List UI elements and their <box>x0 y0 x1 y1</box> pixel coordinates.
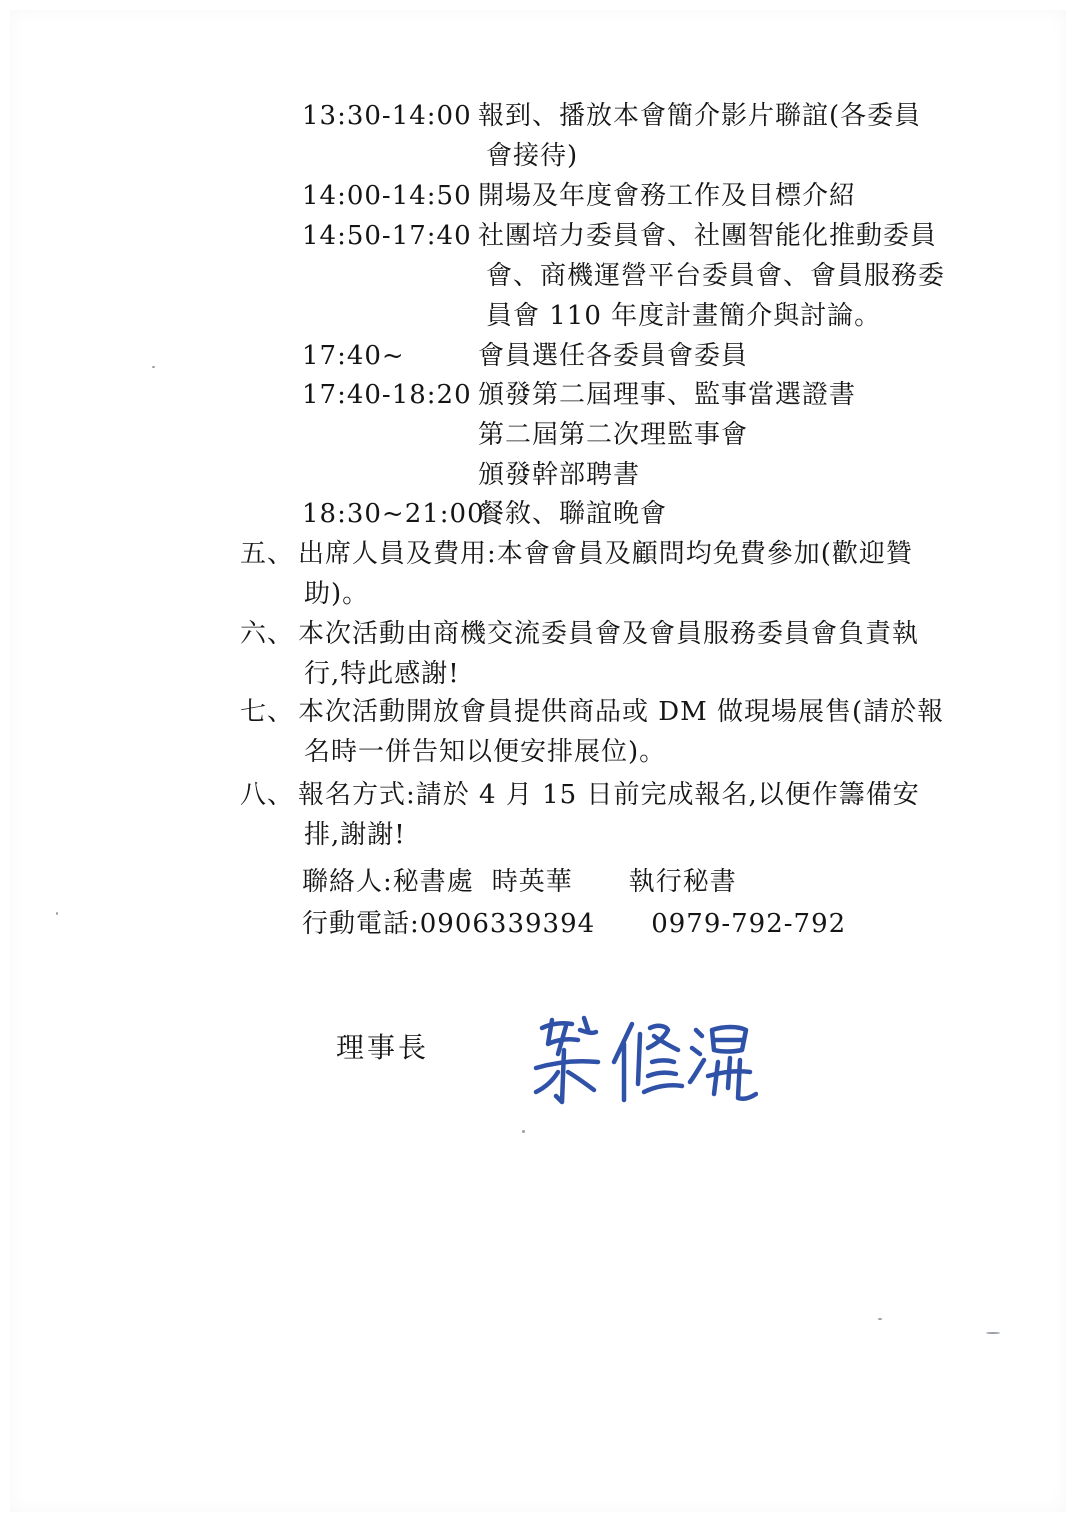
schedule-time: 13:30-14:00 <box>302 101 472 131</box>
schedule-line: 社團培力委員會、社團智能化推動委員 <box>478 221 938 251</box>
scan-speck <box>56 912 58 915</box>
item-body <box>298 692 998 772</box>
schedule-description <box>478 96 998 176</box>
schedule-time: 14:00-14:50 <box>302 181 472 211</box>
item-number: 六、 <box>240 619 295 649</box>
chairman-signature <box>528 1010 758 1110</box>
item-line: 排,謝謝! <box>304 820 406 850</box>
schedule-description <box>478 176 998 216</box>
scan-speck <box>522 1130 525 1133</box>
contact-phone <box>302 904 846 944</box>
scan-speck <box>152 366 155 368</box>
item-line: 本次活動由商機交流委員會及會員服務委員會負責執 <box>298 619 920 649</box>
contact-phone-2: 0979-792-792 <box>651 909 847 939</box>
schedule-line: 頒發幹部聘書 <box>478 460 641 490</box>
contact-phone-1: 0906339394 <box>419 909 596 939</box>
item-line: 行,特此感謝! <box>304 659 460 689</box>
schedule-description <box>478 216 998 336</box>
schedule-line: 第二屆第二次理監事會 <box>478 420 749 450</box>
item-number: 八、 <box>240 780 295 810</box>
schedule-line: 報到、播放本會簡介影片聯誼(各委員 <box>478 101 922 131</box>
schedule-line: 開場及年度會務工作及目標介紹 <box>478 181 857 211</box>
contact-name: 時英華 <box>491 867 573 897</box>
item-body <box>298 534 998 614</box>
schedule-line: 會、商機運營平台委員會、會員服務委 <box>486 261 946 291</box>
item-body <box>298 614 998 694</box>
item-line: 本次活動開放會員提供商品或 DM 做現場展售(請於報 <box>298 697 945 727</box>
item-body <box>298 775 998 855</box>
contact-title: 執行秘書 <box>628 867 737 897</box>
contact-department: 秘書處 <box>392 867 474 897</box>
schedule-description <box>478 494 998 534</box>
item-line: 名時一併告知以便安排展位)。 <box>304 737 667 767</box>
schedule-description <box>478 336 998 376</box>
schedule-time: 14:50-17:40 <box>302 221 472 251</box>
schedule-time: 17:40~ <box>302 341 405 371</box>
item-line: 出席人員及費用:本會會員及顧問均免費參加(歡迎贊 <box>298 539 913 569</box>
item-number: 五、 <box>240 539 295 569</box>
item-line: 助)。 <box>304 579 370 609</box>
schedule-time: 17:40-18:20 <box>302 380 472 410</box>
contact-person <box>302 862 737 902</box>
schedule-line: 頒發第二屆理事、監事當選證書 <box>478 380 857 410</box>
scan-speck <box>878 1318 882 1320</box>
item-line: 報名方式:請於 4 月 15 日前完成報名,以便作籌備安 <box>298 780 920 810</box>
contact-phone-label: 行動電話: <box>302 909 420 939</box>
schedule-time: 18:30~21:00 <box>302 499 485 529</box>
contact-person-label: 聯絡人: <box>302 867 393 897</box>
chair-title: 理事長 <box>336 1031 430 1064</box>
schedule-line: 餐敘、聯誼晚會 <box>478 499 668 529</box>
scan-speck <box>986 1332 1000 1334</box>
schedule-description <box>478 375 998 495</box>
schedule-line: 會接待) <box>486 141 579 171</box>
item-number: 七、 <box>240 697 295 727</box>
schedule-line: 會員選任各委員會委員 <box>478 341 749 371</box>
schedule-line: 員會 110 年度計畫簡介與討論。 <box>486 301 882 331</box>
